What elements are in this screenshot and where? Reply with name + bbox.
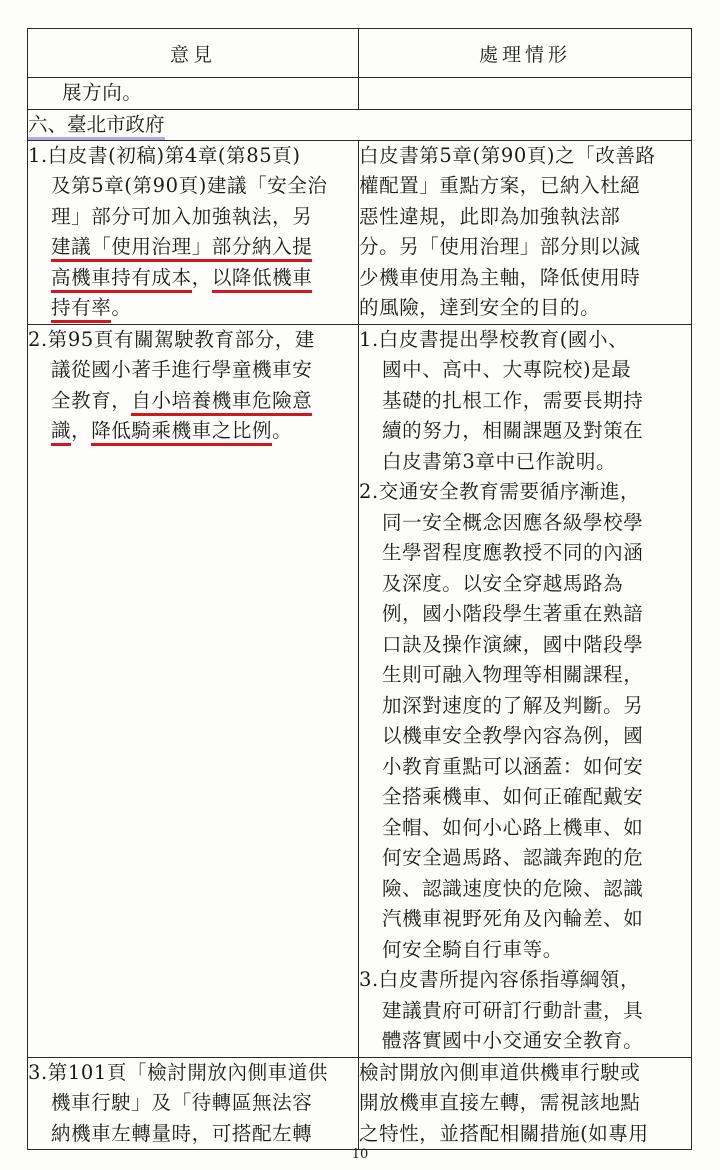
item1-response: 白皮書第5章(第90頁)之「改善路 權配置」重點方案，已納入杜絕 惡性違規，此即為加強執法部 分。另「使用治理」部分則以減 少機車使用為主軸，降低使用時 的風險，達到安全的目的。 (359, 140, 692, 324)
underline-text: 高機車持有成本 (51, 266, 192, 293)
underline-text: 識 (51, 419, 71, 446)
underline-text: 以降低機車 (212, 266, 313, 293)
underline-text: 持有率 (51, 296, 111, 323)
underline-text: 降低騎乘機車之比例 (91, 419, 272, 446)
underline-text: 建議「使用治理」部分納入提 (51, 235, 312, 262)
carry-over-row (28, 78, 692, 110)
header-response: 處理情形 (359, 29, 692, 78)
item3-response: 檢討開放內側車道供機車行駛或 開放機車直接左轉，需視該地點 之特性，並搭配相關措施(如專用 (359, 1057, 692, 1150)
section-title: 六、臺北市政府 (28, 113, 165, 140)
item2-response: 1.白皮書提出學校教育(國小、 國中、高中、大專院校)是最 基礎的扎根工作，需要長期持 續的努力，相關課題及對策在 白皮書第3章中已作說明。 2.交通安全教育需要循序漸進， 同一安全概念因應各級學校學 生學習程度應教授不同的內涵 及深度。以安全穿越馬路為 例，國小階段學生著重在熟諳 口訣及操作演練，國中階段學 生則可融入物理等相關課程， 加深對速度的了解及判斷。另 以機車安全教學內容為例，國 小教育重點可以涵蓋：如何安 全搭乘機車、如何正確配戴安 全帽、如何小心路上機車、如 何安全過馬路、認識奔跑的危 險、認識速度快的危險、認識 汽機車視野死角及內輪差、如 何安全騎自行車等。 3.白皮書所提內容係指導綱領， 建議貴府可研訂行動計畫，具 體落實國中小交通安全教育。 (359, 324, 692, 1057)
opinion-table (27, 28, 692, 1150)
section-row (28, 109, 692, 140)
table-row (28, 1057, 692, 1150)
item3-opinion: 3.第101頁「檢討開放內側車道供 機車行駛」及「待轉區無法容 納機車左轉量時，可搭配左轉 (28, 1057, 359, 1150)
underline-text: 自小培養機車危險意 (131, 389, 312, 416)
page-number: 10 (351, 1147, 369, 1162)
carry-over-text: 展方向。 (62, 81, 143, 104)
table-row (28, 324, 692, 1057)
table-row (28, 140, 692, 324)
item1-opinion: 1.白皮書(初稿)第4章(第85頁) 及第5章(第90頁)建議「安全治 理」部分可加入加強執法，另 建議「使用治理」部分納入提 高機車持有成本，以降低機車 持有率。 (28, 140, 359, 324)
table-header-row (28, 29, 692, 78)
item2-opinion: 2.第95頁有關駕駛教育部分，建 議從國小著手進行學童機車安 全教育，自小培養機車危險意 識，降低騎乘機車之比例。 (28, 324, 359, 1057)
header-opinion: 意見 (28, 29, 359, 78)
